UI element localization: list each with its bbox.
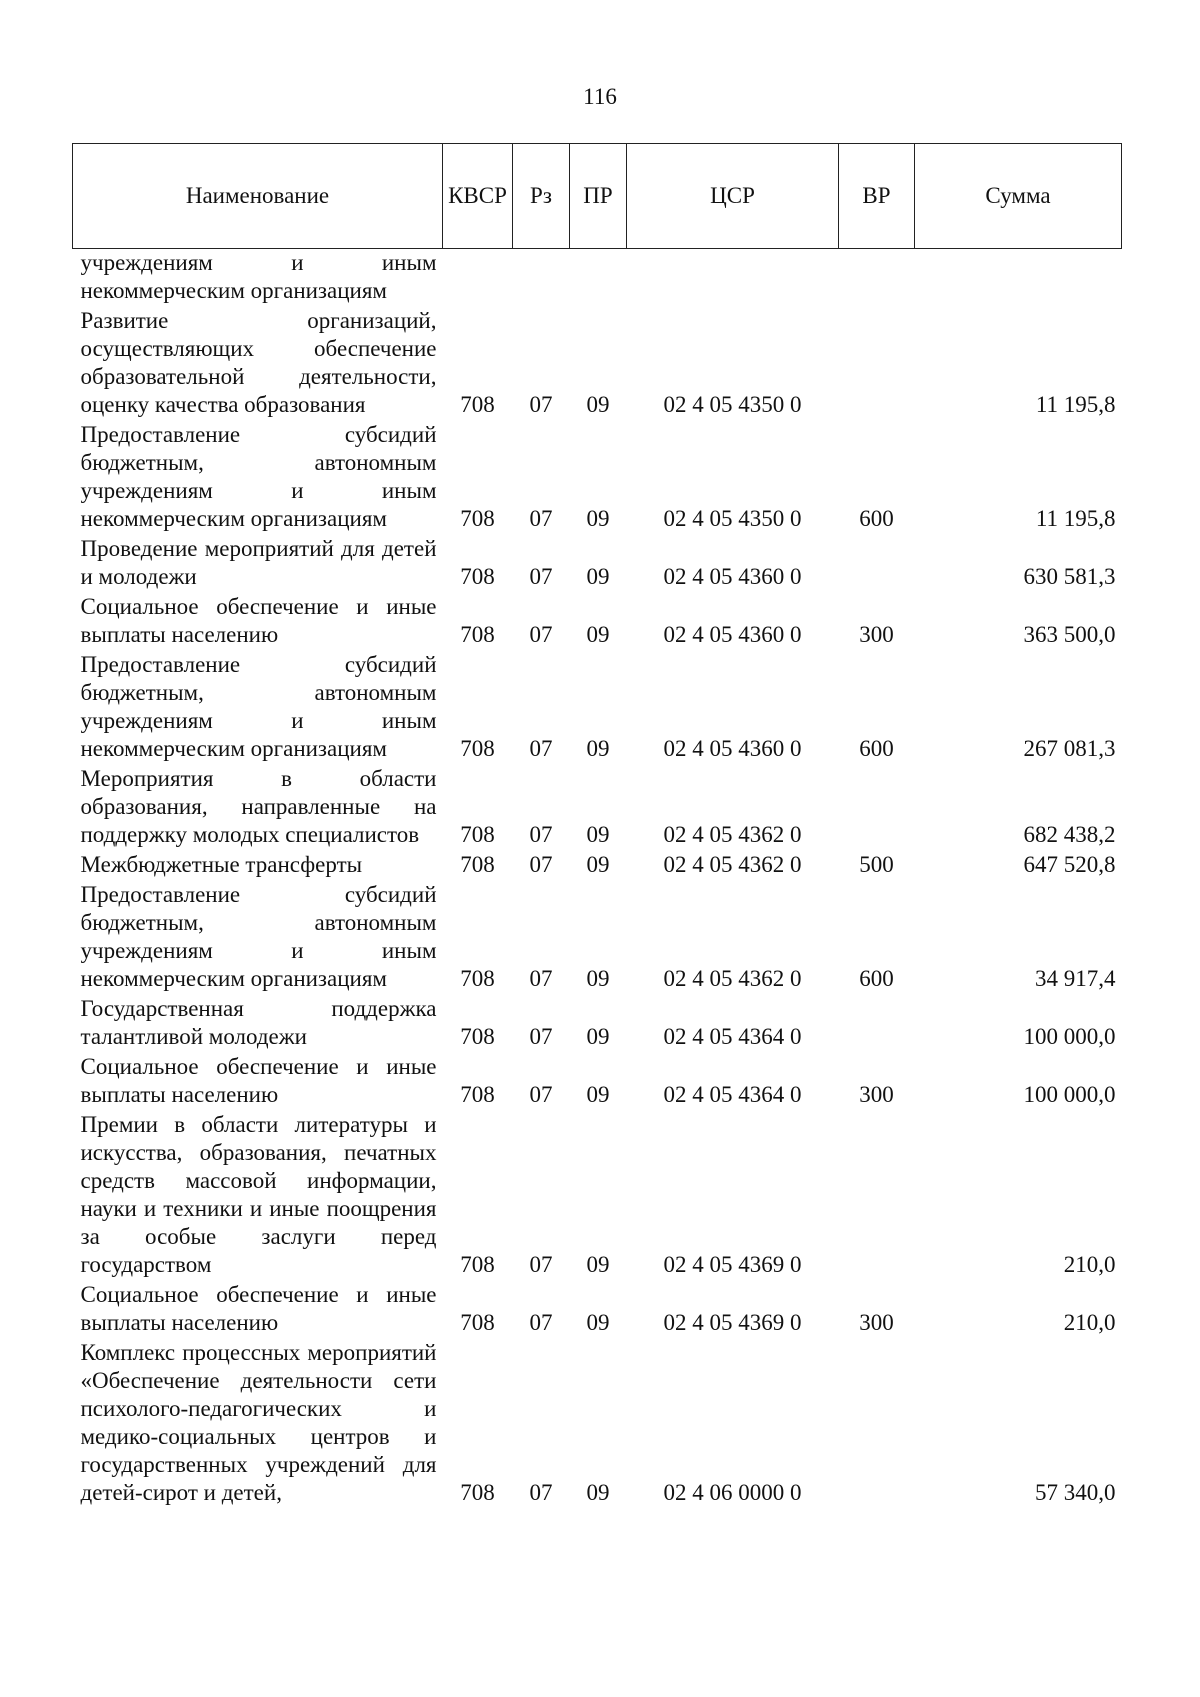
cell-csr: 02 4 05 4364 0	[663, 1082, 802, 1107]
cell-pr: 09	[586, 1082, 610, 1107]
cell-pr: 09	[586, 392, 610, 417]
cell-pr: 09	[586, 852, 610, 877]
cell-rz: 07	[529, 736, 553, 761]
budget-table	[72, 143, 1122, 1509]
cell-kvsr: 708	[460, 1252, 495, 1277]
cell-name: Социальное обеспечение и иные выплаты населению	[80, 1054, 437, 1107]
table-row	[73, 421, 1122, 535]
cell-csr	[627, 249, 839, 308]
cell-csr: 02 4 05 4364 0	[663, 1024, 802, 1049]
cell-vr: 600	[859, 736, 894, 761]
table-row	[73, 851, 1122, 881]
cell-csr: 02 4 05 4350 0	[663, 506, 802, 531]
cell-vr: 600	[859, 506, 894, 531]
cell-name: Социальное обеспечение и иные выплаты населению	[80, 1282, 437, 1335]
cell-csr: 02 4 06 0000 0	[663, 1480, 802, 1505]
cell-csr: 02 4 05 4360 0	[663, 622, 802, 647]
cell-rz	[513, 249, 570, 308]
cell-pr: 09	[586, 1310, 610, 1335]
table-row	[73, 881, 1122, 995]
cell-kvsr: 708	[460, 1082, 495, 1107]
cell-kvsr: 708	[460, 966, 495, 991]
column-header-vr: ВР	[839, 144, 915, 249]
column-header-sum: Сумма	[915, 144, 1122, 249]
cell-name: Мероприятия в области образования, направленные на поддержку молодых специалистов	[80, 766, 437, 847]
cell-csr: 02 4 05 4362 0	[663, 822, 802, 847]
cell-rz: 07	[529, 822, 553, 847]
cell-pr: 09	[586, 966, 610, 991]
table-body	[73, 249, 1122, 1510]
column-header-kvsr: КВСР	[443, 144, 513, 249]
cell-rz: 07	[529, 1252, 553, 1277]
cell-rz: 07	[529, 852, 553, 877]
table-row	[73, 651, 1122, 765]
cell-csr: 02 4 05 4350 0	[663, 392, 802, 417]
cell-pr: 09	[586, 1252, 610, 1277]
cell-name: Развитие организаций, осуществляющих обеспечение образовательной деятельности, оценку качества образования	[80, 308, 437, 417]
cell-kvsr: 708	[460, 1310, 495, 1335]
cell-name: Проведение мероприятий для детей и молодежи	[80, 536, 437, 589]
cell-sum: 100 000,0	[1023, 1024, 1116, 1049]
cell-vr	[839, 1111, 915, 1281]
cell-kvsr: 708	[460, 852, 495, 877]
cell-kvsr: 708	[460, 506, 495, 531]
cell-kvsr	[443, 249, 513, 308]
cell-vr	[839, 1339, 915, 1509]
cell-csr: 02 4 05 4369 0	[663, 1310, 802, 1335]
cell-rz: 07	[529, 564, 553, 589]
cell-rz: 07	[529, 506, 553, 531]
cell-pr: 09	[586, 506, 610, 531]
cell-name: Комплекс процессных мероприятий «Обеспечение деятельности сети психолого-педагогических и медико-социальных центров и государственных учреждений для детей-сирот и детей,	[80, 1340, 437, 1505]
cell-name: Социальное обеспечение и иные выплаты населению	[80, 594, 437, 647]
page-number: 116	[583, 84, 617, 109]
table-row	[73, 765, 1122, 851]
cell-pr: 09	[586, 1480, 610, 1505]
cell-vr	[839, 765, 915, 851]
cell-kvsr: 708	[460, 1480, 495, 1505]
cell-vr	[839, 307, 915, 421]
table-row	[73, 535, 1122, 593]
cell-kvsr: 708	[460, 564, 495, 589]
cell-csr: 02 4 05 4360 0	[663, 564, 802, 589]
cell-name: Межбюджетные трансферты	[80, 852, 363, 877]
table-header-row	[73, 144, 1122, 249]
table-row	[73, 593, 1122, 651]
cell-pr	[570, 249, 627, 308]
cell-vr: 300	[859, 622, 894, 647]
cell-rz: 07	[529, 1480, 553, 1505]
cell-sum: 630 581,3	[1023, 564, 1116, 589]
cell-pr: 09	[586, 822, 610, 847]
cell-vr	[839, 535, 915, 593]
cell-csr: 02 4 05 4369 0	[663, 1252, 802, 1277]
cell-csr: 02 4 05 4362 0	[663, 966, 802, 991]
cell-sum: 11 195,8	[1035, 506, 1116, 531]
cell-pr: 09	[586, 1024, 610, 1049]
column-header-csr: ЦСР	[627, 144, 839, 249]
cell-sum: 647 520,8	[1023, 852, 1116, 877]
cell-vr: 500	[859, 852, 894, 877]
cell-rz: 07	[529, 622, 553, 647]
cell-sum: 34 917,4	[1035, 966, 1116, 991]
cell-name: Предоставление субсидий бюджетным, автономным учреждениям и иным некоммерческим организациям	[80, 882, 437, 991]
cell-sum	[915, 249, 1122, 308]
cell-pr: 09	[586, 736, 610, 761]
table-row	[73, 1111, 1122, 1281]
cell-vr	[839, 995, 915, 1053]
cell-sum: 682 438,2	[1023, 822, 1116, 847]
cell-rz: 07	[529, 1082, 553, 1107]
cell-sum: 100 000,0	[1023, 1082, 1116, 1107]
cell-sum: 210,0	[1063, 1310, 1116, 1335]
cell-pr: 09	[586, 564, 610, 589]
table-row	[73, 249, 1122, 308]
cell-rz: 07	[529, 392, 553, 417]
cell-name: Государственная поддержка талантливой молодежи	[80, 996, 437, 1049]
cell-rz: 07	[529, 1310, 553, 1335]
cell-kvsr: 708	[460, 822, 495, 847]
cell-vr: 300	[859, 1310, 894, 1335]
column-header-rz: Рз	[513, 144, 570, 249]
cell-csr: 02 4 05 4362 0	[663, 852, 802, 877]
cell-kvsr: 708	[460, 392, 495, 417]
column-header-name: Наименование	[73, 144, 443, 249]
cell-vr	[839, 249, 915, 308]
cell-sum: 363 500,0	[1023, 622, 1116, 647]
cell-vr: 600	[859, 966, 894, 991]
cell-rz: 07	[529, 1024, 553, 1049]
cell-name: Предоставление субсидий бюджетным, автономным учреждениям и иным некоммерческим организациям	[80, 652, 437, 761]
cell-rz: 07	[529, 966, 553, 991]
table-row	[73, 1053, 1122, 1111]
table-row	[73, 995, 1122, 1053]
cell-sum: 267 081,3	[1023, 736, 1116, 761]
cell-name: Предоставление субсидий бюджетным, автономным учреждениям и иным некоммерческим организациям	[80, 422, 437, 531]
table-row	[73, 1339, 1122, 1509]
cell-kvsr: 708	[460, 736, 495, 761]
cell-csr: 02 4 05 4360 0	[663, 736, 802, 761]
cell-pr: 09	[586, 622, 610, 647]
table-row	[73, 1281, 1122, 1339]
cell-sum: 210,0	[1063, 1252, 1116, 1277]
table-row	[73, 307, 1122, 421]
cell-name: учреждениям и иным некоммерческим организациям	[80, 250, 437, 303]
cell-sum: 11 195,8	[1035, 392, 1116, 417]
cell-kvsr: 708	[460, 1024, 495, 1049]
cell-name: Премии в области литературы и искусства, образования, печатных средств массовой информации, науки и техники и иные поощрения за особые заслуги перед государством	[80, 1112, 437, 1277]
cell-vr: 300	[859, 1082, 894, 1107]
column-header-pr: ПР	[570, 144, 627, 249]
cell-kvsr: 708	[460, 622, 495, 647]
cell-sum: 57 340,0	[1035, 1480, 1116, 1505]
